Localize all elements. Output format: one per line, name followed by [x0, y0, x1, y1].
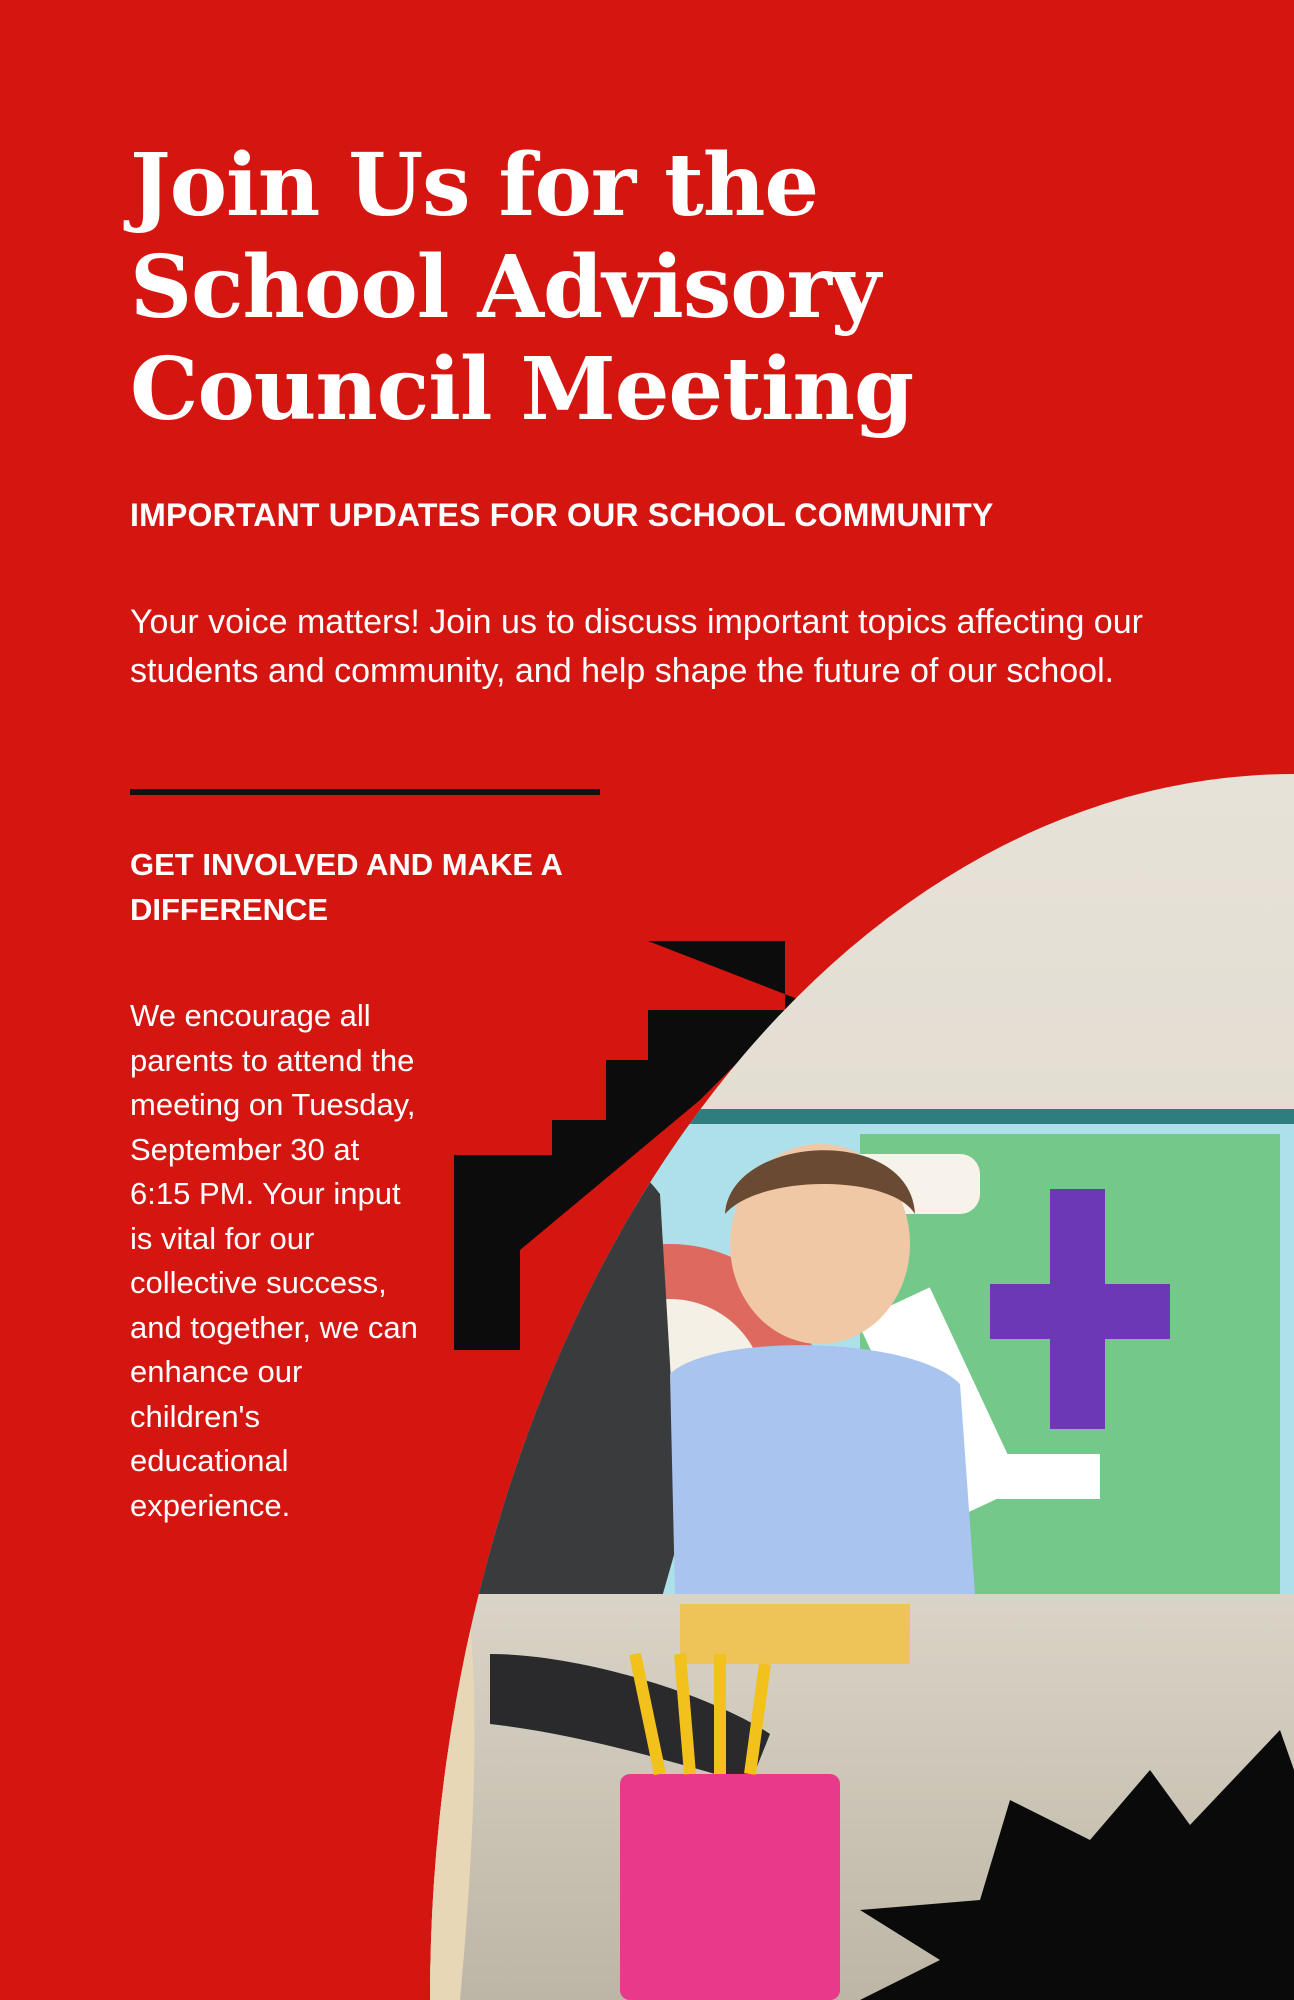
meeting-details-paragraph: We encourage all parents to attend the meeting on Tuesday, September 30 at 6:15 PM. Your input is vital for our collective success, and together, we can enhance our children's educational experience. — [130, 998, 418, 1523]
starburst-decoration — [860, 1730, 1294, 2000]
section-heading: GET INVOLVED AND MAKE A DIFFERENCE — [130, 847, 562, 927]
intro-paragraph: Your voice matters! Join us to discuss important topics affecting our students and community, and help shape the future of our school. — [130, 603, 1143, 690]
title-line-3: Council Meeting — [130, 339, 914, 440]
flyer-subtitle: IMPORTANT UPDATES FOR OUR SCHOOL COMMUNITY — [130, 497, 994, 533]
title-line-1: Join Us for the — [130, 135, 819, 236]
title-line-2: School Advisory — [130, 237, 880, 338]
